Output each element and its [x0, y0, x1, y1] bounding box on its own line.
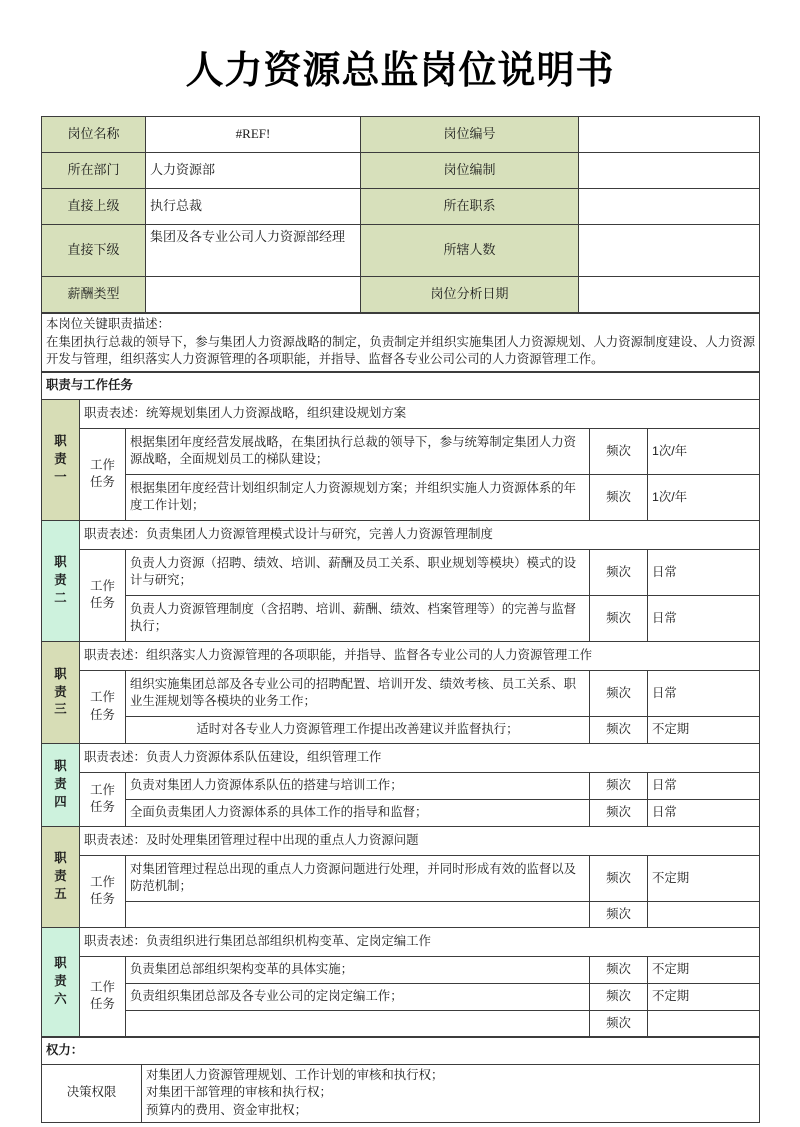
task-text — [126, 1010, 590, 1036]
duty-statement-row — [42, 520, 760, 549]
work-task-label-line2: 任务 — [90, 475, 115, 490]
authority-line: 预算内的费用、资金审批权； — [146, 1103, 308, 1118]
duty-statement-text: 负责人力资源体系队伍建设，组织管理工作 — [145, 750, 382, 765]
field-value-salary-type[interactable] — [146, 277, 361, 313]
task-text: 负责集团总部组织架构变革的具体实施； — [126, 956, 590, 983]
frequency-value — [648, 901, 760, 927]
duties-and-tasks-table — [41, 372, 760, 1037]
duty-statement-prefix: 职责表述： — [84, 648, 146, 663]
duty-id-char: 职 — [54, 851, 67, 866]
field-value-supervised-count[interactable] — [579, 225, 760, 277]
duty-id-char: 责 — [54, 452, 67, 467]
frequency-value: 日常 — [648, 772, 760, 799]
frequency-label: 频次 — [590, 595, 648, 641]
work-task-label-2 — [80, 549, 126, 641]
duty-statement-row — [42, 927, 760, 956]
frequency-label: 频次 — [590, 474, 648, 520]
duty-id-char: 职 — [54, 555, 67, 570]
duties-band-label: 职责与工作任务 — [42, 372, 760, 399]
frequency-label: 频次 — [590, 670, 648, 716]
duty-statement-3 — [80, 641, 760, 670]
duty-statement-prefix: 职责表述： — [84, 833, 146, 848]
duty-statement-4 — [80, 743, 760, 772]
duty-id-char: 责 — [54, 777, 67, 792]
frequency-value: 1次/年 — [648, 474, 760, 520]
duty-statement-prefix: 职责表述： — [84, 750, 146, 765]
frequency-value: 不定期 — [648, 956, 760, 983]
frequency-label: 频次 — [590, 983, 648, 1010]
field-value-position-code[interactable] — [579, 117, 760, 153]
table-row — [42, 1064, 760, 1122]
authority-lines — [142, 1064, 760, 1122]
frequency-value — [648, 1010, 760, 1036]
frequency-value: 不定期 — [648, 716, 760, 743]
frequency-value: 日常 — [648, 670, 760, 716]
duty-statement-row — [42, 399, 760, 428]
work-task-label-line2: 任务 — [90, 997, 115, 1012]
duty-statement-prefix: 职责表述： — [84, 527, 146, 542]
key-duty-heading: 本岗位关键职责描述： — [46, 317, 170, 331]
duty-id-char: 职 — [54, 666, 67, 681]
authority-body — [42, 1037, 760, 1122]
duty-statement-1 — [80, 399, 760, 428]
duty-task-row — [42, 1010, 760, 1036]
work-task-label-line2: 任务 — [90, 707, 115, 722]
frequency-label: 频次 — [590, 956, 648, 983]
field-value-direct-subordinate[interactable]: 集团及各专业公司人力资源部经理 — [146, 225, 361, 277]
duty-statement-text: 及时处理集团管理过程中出现的重点人力资源问题 — [145, 833, 419, 848]
duty-statement-row — [42, 641, 760, 670]
duty-id-char: 责 — [54, 684, 67, 699]
task-text: 组织实施集团总部及各专业公司的招聘配置、培训开发、绩效考核、员工关系、职业生涯规划等各模块的业务工作； — [126, 670, 590, 716]
frequency-value: 日常 — [648, 595, 760, 641]
field-label-direct-subordinate: 直接下级 — [42, 225, 146, 277]
task-text — [126, 901, 590, 927]
table-row — [42, 189, 760, 225]
task-text: 负责组织集团总部及各专业公司的定岗定编工作； — [126, 983, 590, 1010]
field-value-department[interactable]: 人力资源部 — [146, 153, 361, 189]
duty-statement-5 — [80, 826, 760, 855]
field-value-analysis-date[interactable] — [579, 277, 760, 313]
work-task-label-line2: 任务 — [90, 800, 115, 815]
page-title: 人力资源总监岗位说明书 — [185, 50, 615, 92]
frequency-value: 1次/年 — [648, 428, 760, 474]
task-text: 全面负责集团人力资源体系的具体工作的指导和监督； — [126, 799, 590, 826]
duty-statement-prefix: 职责表述： — [84, 406, 146, 421]
duty-id-char: 责 — [54, 869, 67, 884]
task-text: 适时对各专业人力资源管理工作提出改善建议并监督执行； — [126, 716, 590, 743]
frequency-label: 频次 — [590, 901, 648, 927]
duty-id-char: 一 — [54, 469, 67, 484]
table-row — [42, 153, 760, 189]
duty-id-4 — [42, 743, 80, 826]
task-text: 根据集团年度经营计划组织制定人力资源规划方案；并组织实施人力资源体系的年度工作计划； — [126, 474, 590, 520]
duty-statement-2 — [80, 520, 760, 549]
duty-statement-6 — [80, 927, 760, 956]
field-label-supervised-count: 所辖人数 — [361, 225, 579, 277]
duty-task-row — [42, 983, 760, 1010]
duties-body — [42, 372, 760, 1036]
frequency-value: 日常 — [648, 799, 760, 826]
field-value-position-name[interactable]: #REF! — [146, 117, 361, 153]
frequency-label: 频次 — [590, 855, 648, 901]
duty-statement-text: 负责组织进行集团总部组织机构变革、定岗定编工作 — [145, 934, 431, 949]
work-task-label-line1: 工作 — [90, 690, 115, 705]
table-row — [42, 225, 760, 277]
duty-id-5 — [42, 826, 80, 927]
duty-statement-text: 组织落实人力资源管理的各项职能，并指导、监督各专业公司的人力资源管理工作 — [145, 648, 593, 663]
duty-task-row — [42, 799, 760, 826]
field-label-direct-superior: 直接上级 — [42, 189, 146, 225]
key-duty-body — [42, 314, 760, 372]
duty-statement-row — [42, 743, 760, 772]
duty-task-row — [42, 855, 760, 901]
duty-statement-row — [42, 826, 760, 855]
duty-id-char: 四 — [54, 794, 67, 809]
duty-id-char: 二 — [54, 590, 67, 605]
position-info-body — [42, 117, 760, 313]
task-text: 负责对集团人力资源体系队伍的搭建与培训工作； — [126, 772, 590, 799]
authority-line: 对集团人力资源管理规划、工作计划的审核和执行权； — [146, 1067, 444, 1082]
duty-task-row — [42, 772, 760, 799]
table-row — [42, 277, 760, 313]
key-duty-cell — [42, 314, 760, 372]
duties-section-band-row — [42, 372, 760, 399]
field-label-job-family: 所在职系 — [361, 189, 579, 225]
task-text: 根据集团年度经营发展战略，在集团执行总裁的领导下，参与统筹制定集团人力资源战略，全面规划员工的梯队建设； — [126, 428, 590, 474]
duty-statement-prefix: 职责表述： — [84, 934, 146, 949]
work-task-label-line2: 任务 — [90, 892, 115, 907]
field-label-salary-type: 薪酬类型 — [42, 277, 146, 313]
work-task-label-line1: 工作 — [90, 979, 115, 994]
frequency-label: 频次 — [590, 1010, 648, 1036]
duty-task-row — [42, 670, 760, 716]
authority-line: 对集团干部管理的审核和执行权； — [146, 1085, 332, 1100]
duty-id-6 — [42, 927, 80, 1036]
frequency-label: 频次 — [590, 772, 648, 799]
duty-statement-text: 统筹规划集团人力资源战略，组织建设规划方案 — [145, 406, 407, 421]
duty-id-char: 责 — [54, 573, 67, 588]
duty-task-row — [42, 474, 760, 520]
table-row — [42, 117, 760, 153]
field-label-headcount-plan: 岗位编制 — [361, 153, 579, 189]
field-value-headcount-plan[interactable] — [579, 153, 760, 189]
field-label-department: 所在部门 — [42, 153, 146, 189]
authority-band-row — [42, 1037, 760, 1064]
duty-task-row — [42, 549, 760, 595]
table-row — [42, 314, 760, 372]
work-task-label-4 — [80, 772, 126, 826]
authority-table — [41, 1037, 760, 1123]
duty-id-char: 三 — [54, 702, 67, 717]
key-duty-body-text: 在集团执行总裁的领导下，参与集团人力资源战略的制定，负责制定并组织实施集团人力资源规划、人力资源制度建设、人力资源开发与管理，组织落实人力资源管理的各项职能，并指导、监督各专业公司公司的人力资源管理工作。 — [46, 334, 755, 367]
work-task-label-3 — [80, 670, 126, 743]
authority-row-label: 决策权限 — [42, 1064, 142, 1122]
duty-id-3 — [42, 641, 80, 743]
duty-task-row — [42, 428, 760, 474]
frequency-value: 日常 — [648, 549, 760, 595]
work-task-label-line1: 工作 — [90, 457, 115, 472]
frequency-value: 不定期 — [648, 983, 760, 1010]
task-text: 对集团管理过程总出现的重点人力资源问题进行处理，并同时形成有效的监督以及防范机制； — [126, 855, 590, 901]
frequency-value: 不定期 — [648, 855, 760, 901]
work-task-label-6 — [80, 956, 126, 1036]
authority-band-label: 权力： — [42, 1037, 760, 1064]
duty-task-row — [42, 716, 760, 743]
field-value-direct-superior[interactable]: 执行总裁 — [146, 189, 361, 225]
field-value-job-family[interactable] — [579, 189, 760, 225]
frequency-label: 频次 — [590, 428, 648, 474]
work-task-label-line1: 工作 — [90, 578, 115, 593]
field-label-position-name: 岗位名称 — [42, 117, 146, 153]
work-task-label-line2: 任务 — [90, 596, 115, 611]
key-duty-table — [41, 313, 760, 372]
field-label-analysis-date: 岗位分析日期 — [361, 277, 579, 313]
field-label-position-code: 岗位编号 — [361, 117, 579, 153]
duty-id-char: 五 — [54, 886, 67, 901]
duty-task-row — [42, 595, 760, 641]
task-text: 负责人力资源管理制度（含招聘、培训、薪酬、绩效、档案管理等）的完善与监督执行； — [126, 595, 590, 641]
duty-id-char: 职 — [54, 434, 67, 449]
duty-id-char: 六 — [54, 991, 67, 1006]
work-task-label-1 — [80, 428, 126, 520]
duty-id-2 — [42, 520, 80, 641]
work-task-label-line1: 工作 — [90, 782, 115, 797]
duty-id-char: 责 — [54, 974, 67, 989]
duty-id-char: 职 — [54, 759, 67, 774]
frequency-label: 频次 — [590, 716, 648, 743]
duty-task-row — [42, 956, 760, 983]
work-task-label-5 — [80, 855, 126, 927]
frequency-label: 频次 — [590, 549, 648, 595]
duty-id-1 — [42, 399, 80, 520]
duty-id-char: 职 — [54, 956, 67, 971]
duty-task-row — [42, 901, 760, 927]
frequency-label: 频次 — [590, 799, 648, 826]
duty-statement-text: 负责集团人力资源管理模式设计与研究，完善人力资源管理制度 — [145, 527, 493, 542]
work-task-label-line1: 工作 — [90, 874, 115, 889]
position-info-table — [41, 116, 760, 313]
task-text: 负责人力资源（招聘、绩效、培训、薪酬及员工关系、职业规划等模块）模式的设计与研究； — [126, 549, 590, 595]
